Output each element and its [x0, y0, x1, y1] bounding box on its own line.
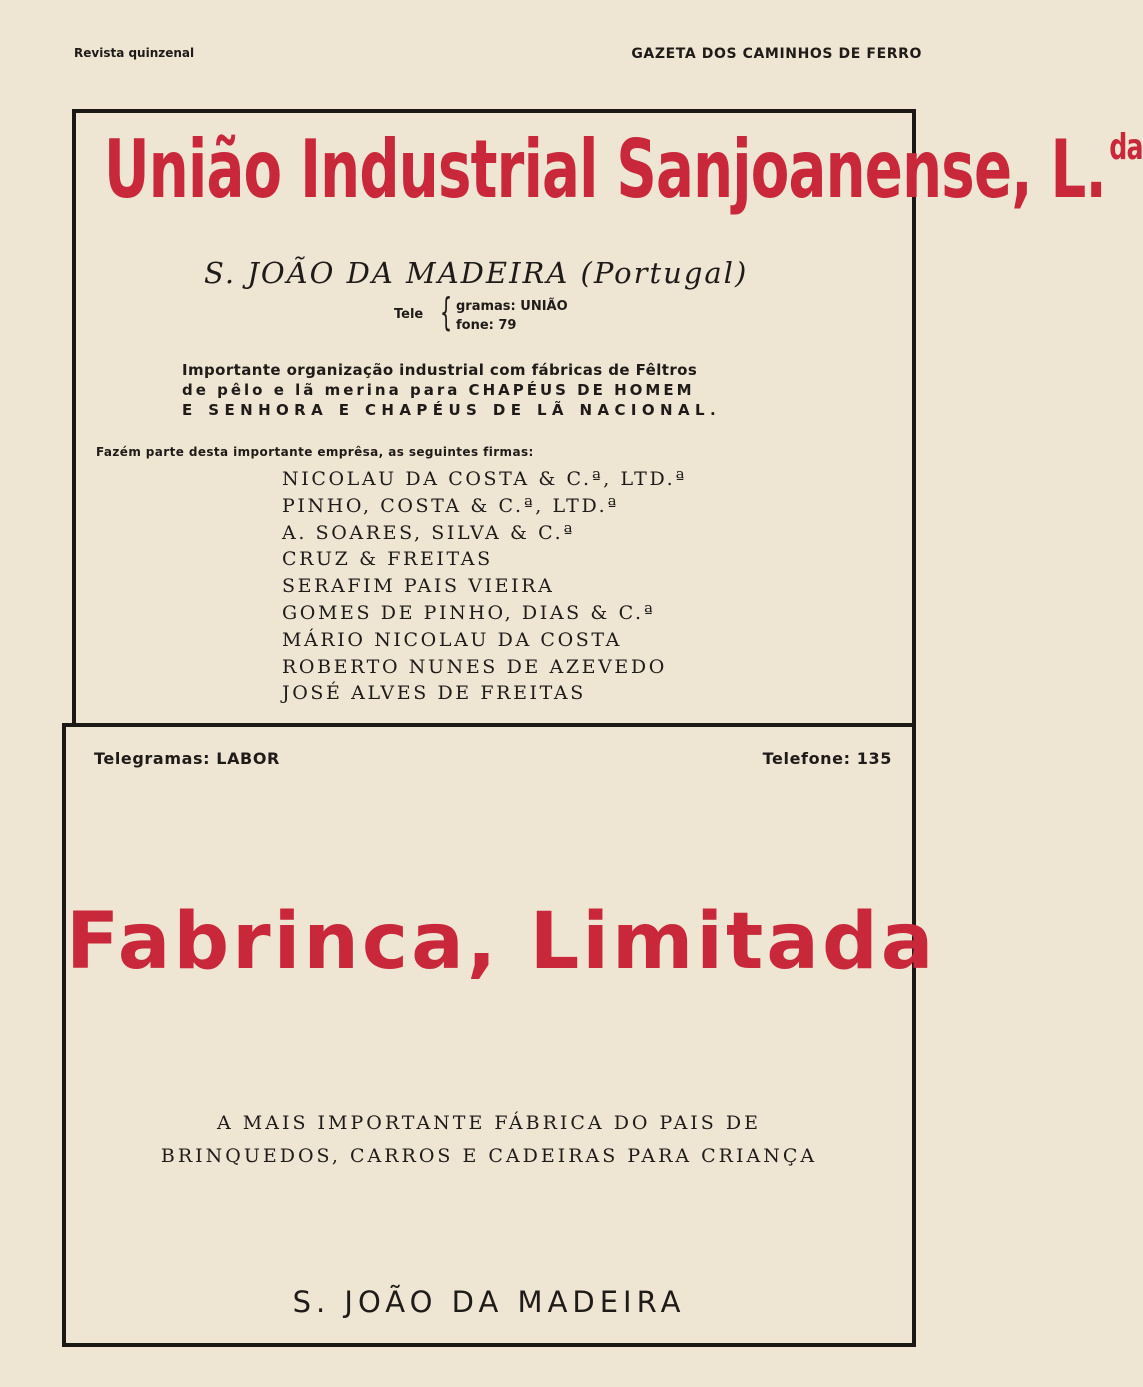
description-line: de pêlo e lã merina para CHAPÉUS DE HOMEM: [182, 381, 695, 399]
company-name-fabrinca: Fabrinca, Limitada: [66, 897, 937, 987]
phone-info: Telefone: 135: [762, 749, 892, 768]
tagline-line: A MAIS IMPORTANTE FÁBRICA DO PAIS DE: [217, 1112, 761, 1134]
company-suffix: da: [1109, 127, 1143, 168]
header-publication-title: GAZETA DOS CAMINHOS DE FERRO: [631, 46, 922, 62]
header-periodicity: Revista quinzenal: [74, 46, 195, 60]
company-name-uniao: União Industrial Sanjoanense, L.$^{da}$: [104, 123, 1143, 216]
advertisement-uniao-industrial: [72, 109, 1143, 727]
description-line: Importante organização industrial com fábricas de Fêltros: [182, 361, 698, 379]
description-line: E SENHORA E CHAPÉUS DE LÃ NACIONAL.: [182, 401, 722, 419]
list-item: ROBERTO NUNES DE AZEVEDO: [282, 655, 667, 678]
page-header: [74, 46, 922, 68]
advertisement-fabrinca: [62, 723, 937, 1347]
telegram-info: Telegramas: LABOR: [94, 749, 280, 768]
list-item: SERAFIM PAIS VIEIRA: [282, 575, 555, 598]
list-item: CRUZ & FREITAS: [282, 548, 493, 571]
tele-prefix: Tele: [394, 307, 424, 322]
phone-number: fone: 79: [456, 318, 517, 333]
company-tagline: [66, 1107, 912, 1173]
list-item: A. SOARES, SILVA & C.ª: [282, 521, 575, 544]
firms-list: [282, 466, 687, 707]
list-item: MÁRIO NICOLAU DA COSTA: [282, 628, 622, 651]
brace-glyph: {: [440, 290, 453, 334]
list-item: JOSÉ ALVES DE FREITAS: [282, 682, 586, 705]
company-location: S. JOÃO DA MADEIRA (Portugal): [204, 256, 749, 290]
tagline-line: BRINQUEDOS, CARROS E CADEIRAS PARA CRIANÇA: [160, 1145, 818, 1167]
list-item: NICOLAU DA COSTA & C.ª, LTD.ª: [282, 468, 687, 490]
list-item: GOMES DE PINHO, DIAS & C.ª: [282, 601, 656, 624]
list-item: PINHO, COSTA & C.ª, LTD.ª: [282, 494, 619, 517]
company-location: S. JOÃO DA MADEIRA: [292, 1285, 686, 1319]
firms-intro: Fazém parte desta importante emprêsa, as seguintes firmas:: [96, 445, 534, 459]
company-description: [182, 360, 812, 420]
telegram-address: gramas: UNIÃO: [456, 299, 568, 314]
